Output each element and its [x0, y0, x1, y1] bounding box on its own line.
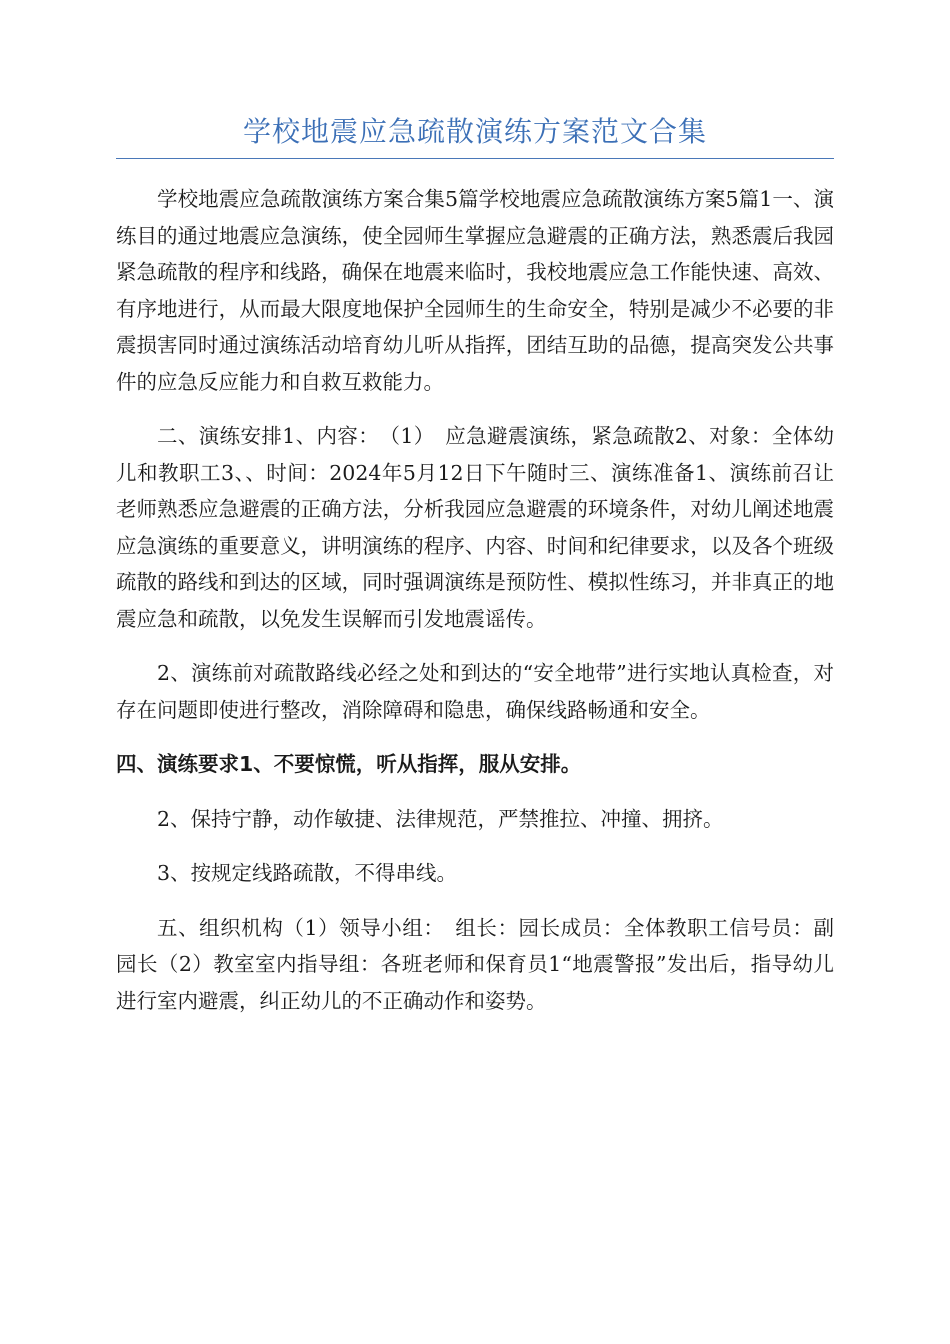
paragraph-organization: 五、组织机构（1）领导小组： 组长：园长成员：全体教职工信号员：副园长（2）教室室内指导组：各班老师和保育员1“地震警报”发出后，指导幼儿进行室内避震，纠正幼儿的不正确动作和姿势。 — [116, 915, 834, 1013]
document-body — [116, 181, 834, 1019]
document-title: 学校地震应急疏散演练方案范文合集 — [116, 110, 834, 159]
paragraph-purpose: 学校地震应急疏散演练方案合集5篇学校地震应急疏散演练方案5篇1一、演练目的通过地震应急演练，使全园师生掌握应急避震的正确方法，熟悉震后我园紧急疏散的程序和线路，确保在地震来临时，我校地震应急工作能快速、高效、有序地进行，从而最大限度地保护全园师生的生命安全，特别是减少不必要的非震损害同时通过演练活动培育幼儿听从指挥，团结互助的品德，提高突发公共事件的应急反应能力和自救互救能力。 — [116, 187, 834, 394]
document-page — [116, 110, 834, 1037]
paragraph-requirement-2: 2、保持宁静，动作敏捷、法律规范，严禁推拉、冲撞、拥挤。 — [157, 806, 724, 831]
paragraph-requirement-3: 3、按规定线路疏散，不得串线。 — [157, 861, 458, 885]
paragraph-arrangement: 二、演练安排1、内容： （1） 应急避震演练，紧急疏散2、对象：全体幼儿和教职工3、、时间：2024年5月12日下午随时三、演练准备1、演练前召让老师熟悉应急避震的正确方法，分析我园应急避震的环境条件，对幼儿阐述地震应急演练的重要意义，讲明演练的程序、内容、时间和纪律要求，以及各个班级疏散的路线和到达的区域，同时强调演练是预防性、模拟性练习，并非真正的地震应急和疏散，以免发生误解而引发地震谣传。 — [116, 424, 834, 631]
paragraph-route-check: 2、演练前对疏散路线必经之处和到达的“安全地带”进行实地认真检查，对存在问题即使进行整改，消除障碍和隐患，确保线路畅通和安全。 — [116, 661, 834, 722]
paragraph-requirements-heading: 四、演练要求1、不要惊慌，听从指挥，服从安排。 — [116, 752, 582, 776]
